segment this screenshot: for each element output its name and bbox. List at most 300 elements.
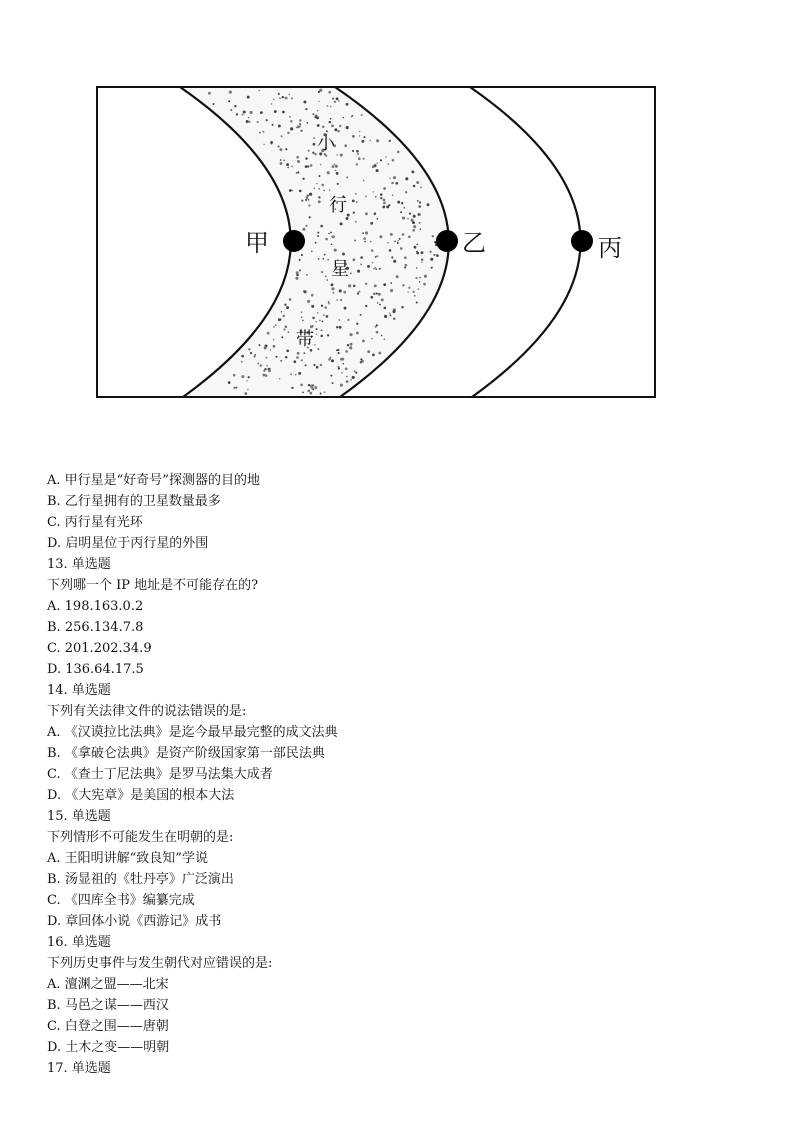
asteroid-dot [283,328,285,330]
asteroid-dot [379,235,382,238]
asteroid-dot [319,320,321,322]
asteroid-dot [397,201,400,204]
asteroid-dot [287,132,289,134]
asteroid-dot [280,159,282,161]
asteroid-dot [317,235,319,237]
asteroid-dot [267,332,270,335]
asteroid-dot [352,258,355,261]
asteroid-dot [330,232,332,234]
asteroid-dot [308,384,310,386]
asteroid-dot [330,106,332,108]
text-line: B. 马邑之谋——西汉 [47,998,169,1013]
asteroid-dot [290,373,292,375]
asteroid-dot [318,91,320,93]
asteroid-dot [259,132,261,134]
asteroid-dot [283,315,285,317]
asteroid-dot [339,125,341,127]
asteroid-dot [271,103,273,105]
asteroid-dot [297,352,300,355]
asteroid-dot [348,284,351,287]
text-line: C. 白登之围——唐朝 [47,1019,169,1034]
asteroid-dot [367,265,370,268]
asteroid-dot [313,364,315,366]
asteroid-dot [332,98,334,100]
asteroid-dot [266,365,267,366]
asteroid-dot [339,326,342,329]
asteroid-dot [354,240,356,242]
text-line: A. 王阳明讲解“致良知”学说 [47,851,208,866]
asteroid-dot [317,312,319,314]
text-line: D. 章回体小说《西游记》成书 [47,914,222,929]
asteroid-dot [289,116,291,118]
asteroid-dot [321,329,323,331]
asteroid-dot [365,196,367,198]
asteroid-dot [402,284,404,286]
asteroid-dot [299,259,301,261]
asteroid-dot [319,175,321,177]
asteroid-dot [257,121,259,123]
asteroid-dot [310,325,313,328]
asteroid-dot [314,344,316,346]
text-line: 下列哪一个 IP 地址是不可能存在的? [47,578,259,593]
asteroid-dot [318,196,320,198]
asteroid-dot [303,352,305,354]
asteroid-dot [233,387,235,389]
asteroid-dot [367,350,370,353]
asteroid-dot [327,334,329,336]
planet-jia-label: 甲 [245,229,269,257]
asteroid-dot [289,298,292,301]
asteroid-dot [376,293,378,295]
asteroid-dot [416,251,418,253]
asteroid-dot [308,150,310,152]
asteroid-dot [334,249,337,252]
asteroid-dot [264,368,266,370]
asteroid-dot [360,256,363,259]
asteroid-dot [328,301,330,303]
asteroid-dot [335,170,337,172]
asteroid-dot [318,101,319,102]
asteroid-dot [370,222,373,225]
asteroid-dot [332,382,334,384]
asteroid-dot [281,311,282,312]
asteroid-dot [337,349,339,351]
asteroid-dot [340,222,343,225]
planet-bing-dot [571,230,593,252]
text-line: 下列情形不可能发生在明朝的是: [47,830,234,845]
asteroid-dot [421,262,422,263]
asteroid-dot [401,202,403,204]
asteroid-dot [322,125,325,128]
asteroid-dot [324,306,327,309]
asteroid-dot [382,206,385,209]
asteroid-dot [373,292,376,295]
asteroid-dot [365,231,368,234]
asteroid-dot [414,295,416,297]
asteroid-dot [383,202,386,205]
asteroid-dot [320,164,321,165]
text-line: C. 《四库全书》编纂完成 [47,893,195,908]
asteroid-dot [372,165,375,168]
asteroid-dot [356,323,358,325]
asteroid-dot [349,346,352,349]
text-line: A. 甲行星是“好奇号”探测器的目的地 [47,473,260,488]
asteroid-dot [412,221,415,224]
asteroid-dot [404,256,407,259]
asteroid-dot [383,187,386,190]
asteroid-dot [279,378,281,380]
asteroid-dot [393,260,396,263]
asteroid-dot [360,263,362,265]
asteroid-dot [359,131,360,132]
asteroid-dot [312,388,314,390]
asteroid-dot [357,153,359,155]
asteroid-dot [413,215,416,218]
asteroid-dot [345,350,348,353]
asteroid-dot [330,375,332,377]
asteroid-dot [243,111,246,114]
asteroid-dot [381,335,383,337]
asteroid-dot [280,162,283,165]
asteroid-dot [347,214,350,217]
text-line: 下列有关法律文件的说法错误的是: [47,704,247,719]
asteroid-dot [330,356,332,358]
asteroid-dot [248,348,250,350]
text-line: 13. 单选题 [47,557,111,572]
asteroid-dot [337,130,340,133]
asteroid-dot [342,253,345,256]
asteroid-dot [358,291,360,293]
asteroid-dot [352,376,355,379]
asteroid-dot [229,91,232,94]
asteroid-dot [332,235,335,238]
asteroid-dot [331,359,334,362]
asteroid-dot [334,101,336,103]
asteroid-dot [285,148,287,150]
asteroid-dot [361,140,364,143]
asteroid-dot [305,364,307,366]
asteroid-dot [259,344,261,346]
asteroid-dot [321,271,323,273]
asteroid-dot [273,326,275,328]
planet-yi-dot [436,230,458,252]
asteroid-dot [390,289,393,292]
asteroid-dot [341,384,343,386]
asteroid-dot [316,366,319,369]
asteroid-dot [345,367,348,370]
asteroid-dot [281,336,283,338]
asteroid-dot [361,114,363,116]
asteroid-dot [332,292,334,294]
asteroid-dot [303,290,305,292]
asteroid-dot [247,96,250,99]
asteroid-dot [306,122,308,124]
asteroid-dot [375,196,377,198]
asteroid-dot [277,145,279,147]
asteroid-dot [324,391,326,393]
asteroid-dot [306,196,309,199]
asteroid-dot [365,283,367,285]
asteroid-dot [419,222,421,224]
asteroid-dot [291,97,293,99]
asteroid-dot [314,386,317,389]
asteroid-dot [433,254,435,256]
asteroid-dot [321,305,323,307]
asteroid-dot [317,124,320,127]
asteroid-dot [352,115,354,117]
asteroid-dot [352,135,355,138]
asteroid-dot [257,363,259,365]
asteroid-dot [430,258,433,261]
asteroid-dot [415,277,417,279]
asteroid-dot [389,249,392,252]
asteroid-dot [402,233,405,236]
asteroid-dot [397,151,400,154]
asteroid-dot [311,294,314,297]
asteroid-dot [329,121,331,123]
text-line: 15. 单选题 [47,809,111,824]
asteroid-dot [326,315,329,318]
asteroid-dot [301,311,303,313]
asteroid-dot [241,361,243,363]
asteroid-dot [306,274,308,276]
asteroid-dot [228,381,231,384]
asteroid-dot [280,360,282,362]
asteroid-dot [347,319,349,321]
asteroid-dot [282,96,284,98]
asteroid-dot [355,372,357,374]
asteroid-dot [375,268,377,270]
asteroid-dot [355,221,357,223]
asteroid-dot [376,139,379,142]
asteroid-dot [316,183,317,184]
asteroid-dot [403,207,405,209]
asteroid-dot [313,137,315,139]
asteroid-dot [263,144,264,145]
text-line: D. 启明星位于丙行星的外围 [47,536,209,551]
asteroid-dot [338,100,339,101]
asteroid-dot [346,103,349,106]
asteroid-dot [360,358,362,360]
asteroid-dot [316,333,317,334]
asteroid-dot [347,344,349,346]
question-text-block [47,470,767,1079]
asteroid-dot [313,143,316,146]
asteroid-dot [274,110,277,113]
asteroid-dot [325,275,327,277]
asteroid-dot [370,296,373,299]
planet-yi-label: 乙 [462,229,486,257]
asteroid-dot [242,114,244,116]
asteroid-dot [292,190,293,191]
asteroid-dot [300,130,303,133]
asteroid-dot [320,335,323,338]
asteroid-dot [360,314,362,316]
asteroid-dot [234,105,236,107]
asteroid-dot [325,238,328,241]
asteroid-dot [344,144,347,147]
asteroid-dot [370,241,372,243]
asteroid-dot [266,119,268,121]
asteroid-dot [380,193,383,196]
asteroid-dot [405,191,407,193]
asteroid-dot [327,171,330,174]
text-line: D. 《大宪章》是美国的根本大法 [47,788,235,803]
asteroid-dot [260,364,262,366]
asteroid-dot [291,387,293,389]
asteroid-dot [301,359,303,361]
text-line: C. 丙行星有光环 [47,515,143,530]
asteroid-dot [331,244,333,246]
text-line: D. 土木之变——明朝 [47,1040,170,1055]
asteroid-dot [420,228,422,230]
asteroid-dot [305,165,308,168]
asteroid-dot [389,140,391,142]
asteroid-dot [362,232,364,234]
asteroid-dot [374,212,377,215]
asteroid-dot [299,190,302,193]
asteroid-dot [328,303,329,304]
asteroid-dot [392,194,394,196]
asteroid-dot [302,392,304,394]
asteroid-dot [354,370,356,372]
asteroid-dot [307,300,310,303]
asteroid-dot [323,314,325,316]
asteroid-dot [400,247,403,250]
text-line: D. 136.64.17.5 [47,662,144,677]
asteroid-dot [364,241,366,243]
asteroid-dot [432,235,434,237]
asteroid-dot [322,258,324,260]
asteroid-dot [310,164,313,167]
text-line: 17. 单选题 [47,1061,111,1076]
asteroid-dot [265,374,268,377]
asteroid-dot [424,275,427,278]
asteroid-dot [356,332,359,335]
asteroid-dot [318,258,320,260]
asteroid-dot [365,305,367,307]
asteroid-dot [286,349,289,352]
asteroid-dot [408,287,410,289]
asteroid-dot [248,376,250,378]
asteroid-dot [372,354,375,357]
asteroid-dot [371,338,373,340]
asteroid-dot [308,199,310,201]
asteroid-dot [356,150,359,153]
asteroid-dot [363,237,366,240]
asteroid-dot [358,157,361,160]
asteroid-dot [409,212,411,214]
asteroid-dot [250,111,253,114]
asteroid-dot [336,172,339,175]
asteroid-dot [404,267,406,269]
asteroid-dot [325,155,327,157]
text-line: A. 198.163.0.2 [47,599,144,614]
text-line: A. 澶渊之盟——北宋 [47,977,169,992]
asteroid-dot [397,240,399,242]
asteroid-dot [378,293,381,296]
asteroid-dot [327,259,329,261]
asteroid-dot [250,352,252,354]
asteroid-dot [350,379,352,381]
asteroid-dot [314,317,315,318]
asteroid-dot [311,251,313,253]
asteroid-dot [412,229,415,232]
asteroid-dot [333,164,335,166]
asteroid-dot [329,189,331,191]
asteroid-dot [317,110,319,112]
asteroid-dot [352,150,354,152]
asteroid-dot [417,200,419,202]
asteroid-dot [336,326,338,328]
asteroid-dot [384,315,387,318]
asteroid-dot [311,305,314,308]
asteroid-dot [423,283,426,286]
asteroid-dot [299,123,300,124]
asteroid-dot [253,355,255,357]
asteroid-dot [346,126,349,129]
asteroid-dot [436,254,439,257]
asteroid-dot [371,249,374,252]
asteroid-dot [285,356,288,359]
asteroid-dot [310,392,313,395]
asteroid-dot [279,98,280,99]
asteroid-dot [341,372,343,374]
asteroid-dot [419,277,420,278]
asteroid-dot [346,376,348,378]
asteroid-dot [391,256,393,258]
asteroid-dot [363,180,365,182]
asteroid-dot [356,201,358,203]
asteroid-dot [281,135,283,137]
asteroid-dot [355,193,357,195]
asteroid-dot [247,389,249,391]
asteroid-dot [383,283,386,286]
asteroid-dot [344,307,347,310]
asteroid-dot [421,251,424,254]
asteroid-dot [419,201,421,203]
asteroid-dot [352,199,355,202]
planet-jia-dot [283,230,305,252]
solar-system-diagram [0,0,800,420]
asteroid-dot [427,203,430,206]
asteroid-dot [359,135,360,136]
asteroid-dot [258,90,259,91]
asteroid-dot [284,304,286,306]
asteroid-dot [321,184,324,187]
asteroid-dot [392,310,395,313]
asteroid-dot [316,328,318,330]
asteroid-dot [334,128,337,131]
asteroid-dot [283,159,285,161]
asteroid-dot [299,269,301,271]
asteroid-dot [376,331,379,334]
asteroid-dot [375,256,377,258]
asteroid-dot [323,189,325,191]
asteroid-dot [263,370,265,372]
asteroid-dot [208,92,211,95]
asteroid-dot [270,349,271,350]
asteroid-dot [244,392,247,395]
asteroid-dot [317,232,319,234]
asteroid-dot [293,360,296,363]
asteroid-dot [390,233,393,236]
asteroid-dot [405,177,408,180]
asteroid-dot [305,225,307,227]
asteroid-dot [296,271,299,274]
asteroid-dot [278,93,280,95]
asteroid-dot [300,384,303,387]
